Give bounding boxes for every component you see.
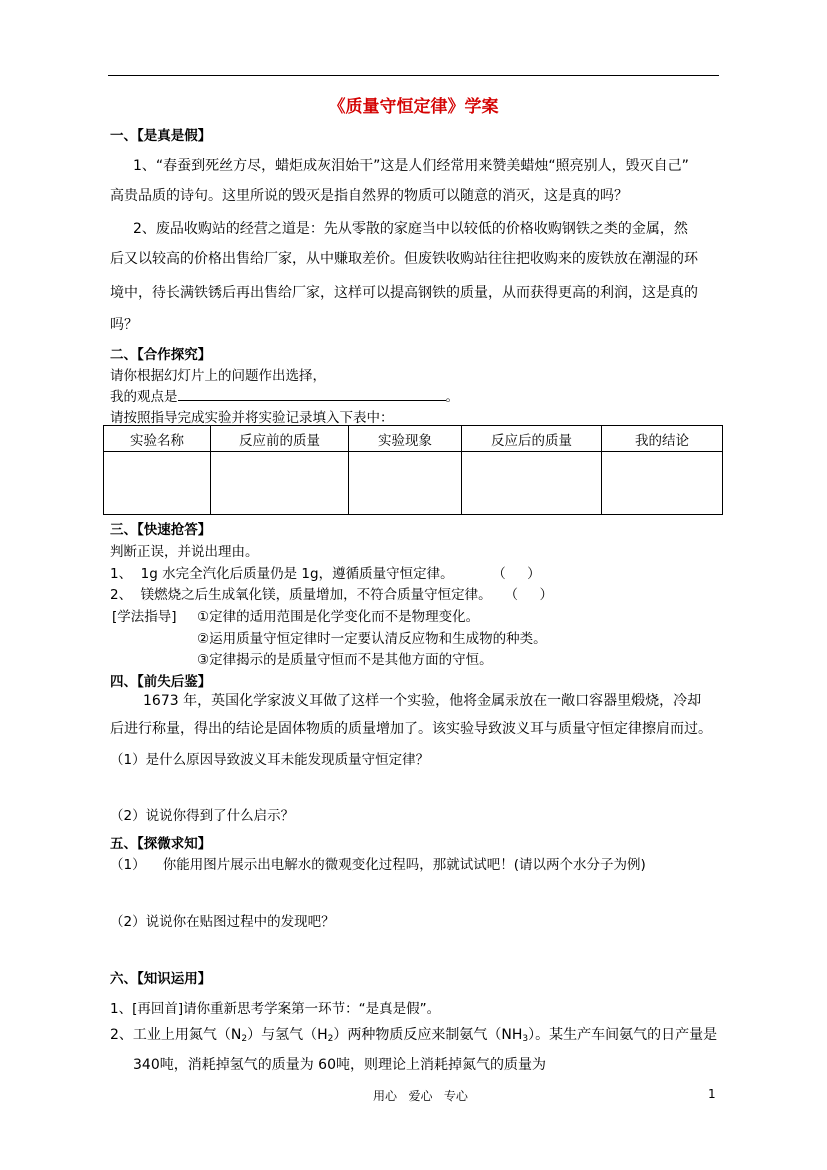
s4-para-line1: 1673 年，英国化学家波义耳做了这样一个实验，他将金属汞放在一敞口容器里煅烧，冷却	[143, 693, 702, 709]
s1-para2-line1: 2、废品收购站的经营之道是：先从零散的家庭当中以较低的价格收购钢铁之类的金属，然	[133, 221, 688, 237]
s5-question-2: （2）说说你在贴图过程中的发现吧？	[110, 914, 335, 930]
section-5-heading: 五、【探微求知】	[110, 836, 212, 852]
s3-question-1: 1、 1g 水完全汽化后质量仍是 1g，遵循质量守恒定律。 （ ）	[110, 566, 541, 582]
table-header-cell: 我的结论	[602, 426, 723, 452]
table-header-cell: 实验现象	[349, 426, 462, 452]
opinion-blank[interactable]	[178, 387, 446, 401]
s4-para-line2: 后进行称量，得出的结论是固体物质的质量增加了。该实验导致波义耳与质量守恒定律擦肩而过。	[110, 721, 712, 737]
section-1-heading: 一、【是真是假】	[110, 128, 212, 144]
s6-q2-sub-3: 3	[522, 1034, 529, 1044]
table-header-cell: 反应后的质量	[462, 426, 602, 452]
table-cell[interactable]	[349, 452, 462, 515]
s6-q2-part-b: ）与氢气（H	[247, 1027, 328, 1043]
s3-intro: 判断正误，并说出理由。	[110, 544, 259, 560]
s3-guide-2: ②运用质量守恒定律时一定要认清反应物和生成物的种类。	[197, 631, 547, 647]
page-title: 《质量守恒定律》学案	[328, 97, 499, 117]
s3-question-2: 2、 镁燃烧之后生成氧化镁，质量增加，不符合质量守恒定律。 （ ）	[110, 587, 554, 603]
s3-guide-1: ①定律的适用范围是化学变化而不是物理变化。	[197, 609, 480, 625]
s1-para2-line3: 境中，待长满铁锈后再出售给厂家，这样可以提高钢铁的质量，从而获得更高的利润，这是真的	[110, 285, 698, 301]
s6-q2-part-d: ）。某生产车间氨气的日产量是	[528, 1027, 718, 1043]
s2-line3: 请按照指导完成实验并将实验记录填入下表中：	[110, 410, 394, 426]
s6-q2-part-c: ）两种物质反应来制氨气（NH	[333, 1027, 523, 1043]
section-6-heading: 六、【知识运用】	[110, 971, 212, 987]
table-row	[104, 452, 723, 515]
s6-q2-sub-1: 2	[241, 1034, 248, 1044]
s5-question-1: （1） 你能用图片展示出电解水的微观变化过程吗，那就试试吧！(请以两个水分子为例)	[110, 857, 646, 873]
s2-opinion-end: 。	[445, 389, 459, 405]
s6-question-2-line2: 340吨，消耗掉氢气的质量为 60吨，则理论上消耗掉氮气的质量为	[133, 1057, 546, 1073]
header-rule	[108, 75, 719, 76]
s1-para1-line2: 高贵品质的诗句。这里所说的毁灭是指自然界的物质可以随意的消灭，这是真的吗？	[110, 188, 628, 204]
s6-question-2-line1	[110, 1024, 717, 1044]
table-header-cell: 实验名称	[104, 426, 211, 452]
s2-line1: 请你根据幻灯片上的问题作出选择，	[110, 368, 326, 384]
s2-opinion-label: 我的观点是	[110, 389, 178, 405]
s1-para1-line1: 1、“春蚕到死丝方尽，蜡炬成灰泪始干”这是人们经常用来赞美蜡烛“照亮别人，毁灭自己”	[133, 158, 689, 174]
section-3-heading: 三、【快速抢答】	[110, 522, 212, 538]
s1-para2-line2: 后又以较高的价格出售给厂家，从中赚取差价。但废铁收购站往往把收购来的废铁放在潮湿的环	[110, 251, 698, 267]
section-4-heading: 四、【前失后鉴】	[110, 674, 212, 690]
table-cell[interactable]	[104, 452, 211, 515]
s4-question-2: （2）说说你得到了什么启示？	[110, 808, 295, 824]
page-number: 1	[708, 1087, 716, 1101]
s2-opinion-line	[110, 385, 459, 405]
table-header-row	[104, 426, 723, 452]
table-cell[interactable]	[211, 452, 349, 515]
table-cell[interactable]	[462, 452, 602, 515]
table-header-cell: 反应前的质量	[211, 426, 349, 452]
s6-q2-sub-2: 2	[327, 1034, 334, 1044]
section-2-heading: 二、【合作探究】	[110, 347, 212, 363]
s3-guide-label: [学法指导]	[112, 609, 177, 625]
s6-question-1: 1、[再回首]请你重新思考学案第一环节：“是真是假”。	[110, 1001, 441, 1017]
s3-guide-3: ③定律揭示的是质量守恒而不是其他方面的守恒。	[197, 652, 493, 668]
s6-q2-part-a: 2、工业上用氮气（N	[110, 1027, 242, 1043]
footer-motto: 用心 爱心 专心	[373, 1089, 468, 1103]
s4-question-1: （1）是什么原因导致波义耳未能发现质量守恒定律？	[110, 752, 430, 768]
table-cell[interactable]	[602, 452, 723, 515]
experiment-table	[103, 425, 723, 515]
s1-para2-line4: 吗？	[110, 317, 138, 333]
